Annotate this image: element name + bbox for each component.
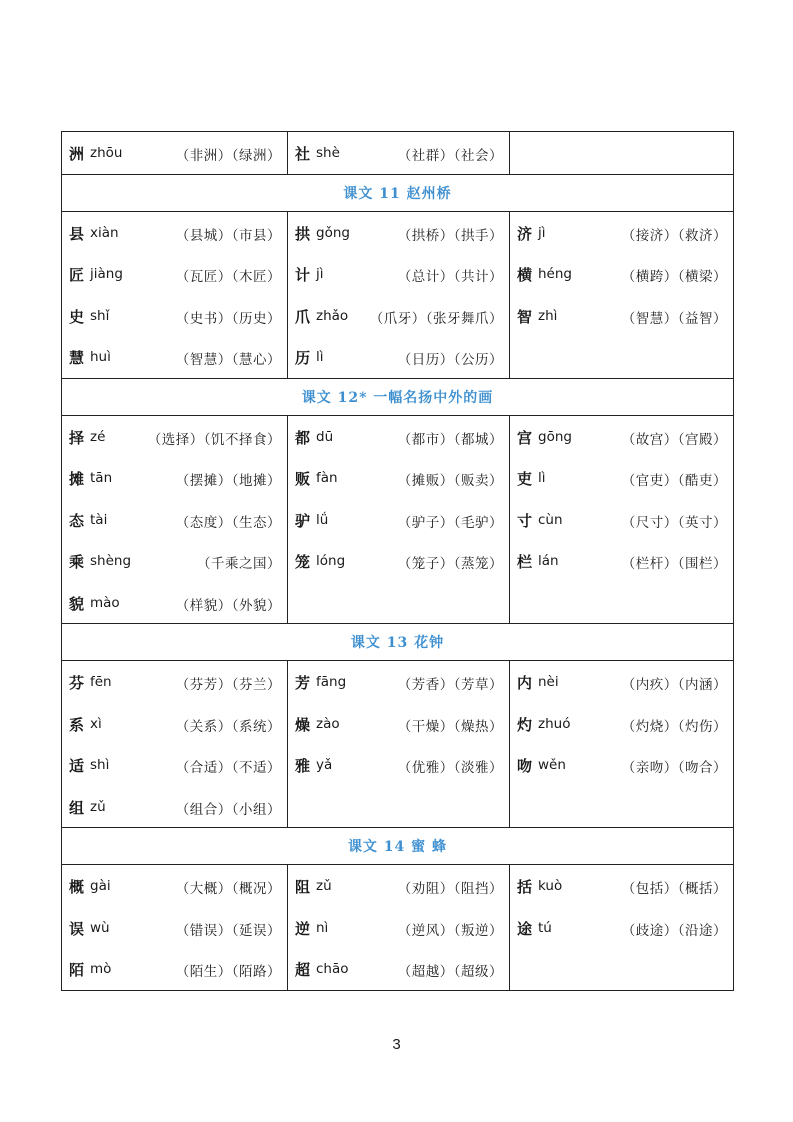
pinyin-reading: kuò <box>538 878 563 894</box>
hanzi-character: 县 <box>69 224 85 243</box>
hanzi-character: 计 <box>295 266 311 284</box>
vocab-cell <box>510 661 734 828</box>
hanzi-character: 态 <box>69 511 85 530</box>
example-words: （接济）（救济） <box>621 227 727 244</box>
vocab-cell <box>510 132 734 175</box>
vocab-entry <box>288 703 509 745</box>
pinyin-reading: lì <box>538 470 546 486</box>
lesson-heading-row <box>62 174 734 211</box>
lesson-heading: 课文 13 花钟 <box>62 624 734 661</box>
hanzi-character: 贩 <box>295 470 311 488</box>
pinyin-reading: cùn <box>538 511 563 528</box>
vocab-cell <box>288 865 510 991</box>
pinyin-reading: zé <box>90 428 106 445</box>
hanzi-character: 慧 <box>69 349 85 367</box>
pinyin-reading: zǔ <box>90 798 106 815</box>
vocab-entry <box>288 336 509 378</box>
vocab-entry <box>510 540 733 582</box>
example-words: （驴子）（毛驴） <box>397 514 503 531</box>
pinyin-reading: wù <box>90 919 110 936</box>
vocab-entry <box>288 212 509 254</box>
vocab-entry <box>62 907 287 949</box>
vocab-entry <box>62 744 287 786</box>
page-number: 3 <box>392 1036 401 1053</box>
pinyin-reading: tài <box>90 511 108 528</box>
vocab-cell <box>288 661 510 828</box>
hanzi-character: 芳 <box>295 674 311 692</box>
vocab-cell <box>288 132 510 175</box>
lesson-heading-row <box>62 828 734 865</box>
vocab-entry <box>510 907 733 949</box>
example-words: （包括）（概括） <box>621 881 727 897</box>
example-words: （芳香）（芳草） <box>397 677 503 693</box>
pinyin-reading: shèng <box>90 553 132 569</box>
hanzi-character: 陌 <box>69 961 85 979</box>
hanzi-character: 灼 <box>517 715 533 734</box>
vocab-cell <box>62 865 288 991</box>
example-words: （态度）（生态） <box>175 514 281 531</box>
vocab-row <box>62 132 734 175</box>
vocab-cell <box>510 211 734 378</box>
pinyin-reading: yǎ <box>316 757 333 773</box>
example-words: （大概）（概况） <box>175 881 281 897</box>
hanzi-character: 宫 <box>517 428 533 447</box>
vocab-entry <box>62 786 287 828</box>
hanzi-character: 寸 <box>517 511 533 530</box>
vocab-entry <box>62 132 287 174</box>
example-words: （关系）（系统） <box>175 718 281 735</box>
example-words: （瓦匠）（木匠） <box>175 269 281 285</box>
vocab-entry <box>510 416 733 458</box>
lesson-heading: 课文 11 赵州桥 <box>62 174 734 211</box>
vocab-entry <box>288 132 509 174</box>
example-words: （灼烧）（灼伤） <box>621 718 727 735</box>
pinyin-reading: xiàn <box>90 224 119 241</box>
vocab-row <box>62 211 734 378</box>
hanzi-character: 概 <box>69 878 85 896</box>
example-words: （选择）（饥不择食） <box>147 431 281 448</box>
pinyin-reading: wěn <box>538 757 566 773</box>
vocab-entry <box>62 295 287 337</box>
vocab-entry <box>62 499 287 541</box>
example-words: （故宫）（宫殿） <box>621 431 727 448</box>
example-words: （歧途）（沿途） <box>621 922 727 939</box>
pinyin-reading: zhōu <box>90 145 123 161</box>
vocab-entry <box>510 865 733 907</box>
vocab-entry <box>510 295 733 337</box>
pinyin-reading: jì <box>316 266 324 282</box>
vocabulary-table-body <box>62 132 734 991</box>
example-words: （横跨）（横梁） <box>621 269 727 285</box>
hanzi-character: 匠 <box>69 266 85 284</box>
hanzi-character: 阻 <box>295 878 311 896</box>
example-words: （陌生）（陌路） <box>175 964 281 980</box>
vocab-entry <box>62 661 287 703</box>
hanzi-character: 拱 <box>295 224 311 243</box>
example-words: （智慧）（慧心） <box>175 352 281 368</box>
pinyin-reading: shǐ <box>90 307 110 324</box>
vocab-cell <box>288 211 510 378</box>
hanzi-character: 笼 <box>295 553 311 571</box>
example-words: （亲吻）（吻合） <box>621 760 727 776</box>
hanzi-character: 历 <box>295 349 311 367</box>
vocab-cell <box>62 211 288 378</box>
pinyin-reading: jì <box>538 224 546 241</box>
vocabulary-table <box>61 131 734 991</box>
pinyin-reading: fāng <box>316 674 347 690</box>
pinyin-reading: gài <box>90 878 111 894</box>
hanzi-character: 组 <box>69 798 85 817</box>
vocab-entry <box>62 336 287 378</box>
vocab-entry <box>288 744 509 786</box>
vocab-cell <box>510 865 734 991</box>
example-words: （劝阻）（阻挡） <box>397 881 503 897</box>
hanzi-character: 吻 <box>517 757 533 775</box>
vocab-entry <box>510 703 733 745</box>
example-words: （拱桥）（拱手） <box>397 227 503 244</box>
example-words: （芬芳）（芬兰） <box>175 677 281 693</box>
vocab-cell <box>62 661 288 828</box>
vocab-entry <box>62 212 287 254</box>
hanzi-character: 社 <box>295 145 311 163</box>
hanzi-character: 智 <box>517 307 533 326</box>
hanzi-character: 燥 <box>295 715 311 734</box>
pinyin-reading: zǔ <box>316 878 332 894</box>
example-words: （摆摊）（地摊） <box>175 473 281 489</box>
pinyin-reading: fàn <box>316 470 338 486</box>
pinyin-reading: lì <box>316 349 324 365</box>
vocab-entry <box>510 744 733 786</box>
vocab-entry <box>288 540 509 582</box>
example-words: （合适）（不适） <box>175 760 281 776</box>
pinyin-reading: héng <box>538 266 572 282</box>
example-words: （总计）（共计） <box>397 269 503 285</box>
pinyin-reading: zhǎo <box>316 307 349 324</box>
hanzi-character: 乘 <box>69 553 85 571</box>
vocab-entry <box>62 703 287 745</box>
pinyin-reading: xì <box>90 715 102 732</box>
example-words: （千乘之国） <box>197 556 281 572</box>
pinyin-reading: tú <box>538 919 552 936</box>
pinyin-reading: shè <box>316 145 340 161</box>
vocab-cell <box>510 415 734 624</box>
hanzi-character: 系 <box>69 715 85 734</box>
vocab-entry <box>288 457 509 499</box>
hanzi-character: 摊 <box>69 470 85 488</box>
vocab-entry <box>510 661 733 703</box>
hanzi-character: 择 <box>69 428 85 447</box>
vocab-entry <box>288 661 509 703</box>
vocab-entry <box>510 499 733 541</box>
pinyin-reading: zhuó <box>538 715 571 732</box>
example-words: （栏杆）（围栏） <box>621 556 727 572</box>
pinyin-reading: lǘ <box>316 511 329 528</box>
pinyin-reading: huì <box>90 349 111 365</box>
vocab-entry <box>62 457 287 499</box>
vocab-entry <box>288 907 509 949</box>
pinyin-reading: zhì <box>538 307 558 324</box>
example-words: （逆风）（叛逆） <box>397 922 503 939</box>
pinyin-reading: lóng <box>316 553 346 569</box>
vocab-entry <box>288 253 509 295</box>
hanzi-character: 洲 <box>69 145 85 163</box>
example-words: （内疚）（内涵） <box>621 677 727 693</box>
vocab-row <box>62 661 734 828</box>
example-words: （官吏）（酷吏） <box>621 473 727 489</box>
example-words: （史书）（历史） <box>175 310 281 327</box>
pinyin-reading: gǒng <box>316 224 350 241</box>
pinyin-reading: nèi <box>538 674 559 690</box>
vocab-entry <box>510 212 733 254</box>
hanzi-character: 爪 <box>295 307 311 326</box>
vocab-cell <box>62 415 288 624</box>
example-words: （爪牙）（张牙舞爪） <box>369 310 503 327</box>
example-words: （县城）（市县） <box>175 227 281 244</box>
vocab-entry <box>62 865 287 907</box>
example-words: （笼子）（蒸笼） <box>397 556 503 572</box>
vocab-entry <box>510 457 733 499</box>
hanzi-character: 芬 <box>69 674 85 692</box>
hanzi-character: 貌 <box>69 594 85 613</box>
hanzi-character: 吏 <box>517 470 533 488</box>
example-words: （组合）（小组） <box>175 801 281 818</box>
hanzi-character: 都 <box>295 428 311 447</box>
vocab-entry <box>288 295 509 337</box>
pinyin-reading: nì <box>316 919 329 936</box>
lesson-heading-row <box>62 378 734 415</box>
example-words: （都市）（都城） <box>397 431 503 448</box>
pinyin-reading: jiàng <box>90 266 123 282</box>
vocab-entry <box>62 948 287 990</box>
example-words: （日历）（公历） <box>397 352 503 368</box>
example-words: （超越）（超级） <box>397 964 503 980</box>
hanzi-character: 括 <box>517 878 533 896</box>
hanzi-character: 逆 <box>295 919 311 938</box>
hanzi-character: 史 <box>69 307 85 326</box>
vocab-cell <box>62 132 288 175</box>
example-words: （摊贩）（贩卖） <box>397 473 503 489</box>
lesson-heading-row <box>62 624 734 661</box>
pinyin-reading: zào <box>316 715 340 732</box>
vocab-entry <box>62 253 287 295</box>
vocab-cell <box>288 415 510 624</box>
hanzi-character: 内 <box>517 674 533 692</box>
example-words: （样貌）（外貌） <box>175 597 281 614</box>
vocab-entry <box>62 540 287 582</box>
pinyin-reading: gōng <box>538 428 572 445</box>
lesson-heading: 课文 12* 一幅名扬中外的画 <box>62 378 734 415</box>
hanzi-character: 济 <box>517 224 533 243</box>
hanzi-character: 超 <box>295 961 311 979</box>
pinyin-reading: shì <box>90 757 110 773</box>
pinyin-reading: chāo <box>316 961 349 977</box>
hanzi-character: 适 <box>69 757 85 775</box>
example-words: （尺寸）（英寸） <box>621 514 727 531</box>
vocab-entry <box>62 416 287 458</box>
hanzi-character: 雅 <box>295 757 311 775</box>
vocab-entry <box>510 253 733 295</box>
pinyin-reading: dū <box>316 428 334 445</box>
pinyin-reading: lán <box>538 553 559 569</box>
hanzi-character: 驴 <box>295 511 311 530</box>
pinyin-reading: mào <box>90 594 120 611</box>
vocab-row <box>62 865 734 991</box>
pinyin-reading: fēn <box>90 674 112 690</box>
example-words: （干燥）（燥热） <box>397 718 503 735</box>
hanzi-character: 栏 <box>517 553 533 571</box>
vocab-entry <box>62 582 287 624</box>
example-words: （错误）（延误） <box>175 922 281 939</box>
pinyin-reading: tān <box>90 470 113 486</box>
hanzi-character: 途 <box>517 919 533 938</box>
example-words: （社群）（社会） <box>397 148 503 164</box>
vocab-row <box>62 415 734 624</box>
lesson-heading: 课文 14 蜜 蜂 <box>62 828 734 865</box>
example-words: （智慧）（益智） <box>621 310 727 327</box>
vocab-entry <box>288 499 509 541</box>
vocab-entry <box>288 865 509 907</box>
example-words: （非洲）（绿洲） <box>175 148 281 164</box>
hanzi-character: 误 <box>69 919 85 938</box>
example-words: （优雅）（淡雅） <box>397 760 503 776</box>
vocab-entry <box>288 948 509 990</box>
pinyin-reading: mò <box>90 961 112 977</box>
hanzi-character: 横 <box>517 266 533 284</box>
vocab-entry <box>288 416 509 458</box>
